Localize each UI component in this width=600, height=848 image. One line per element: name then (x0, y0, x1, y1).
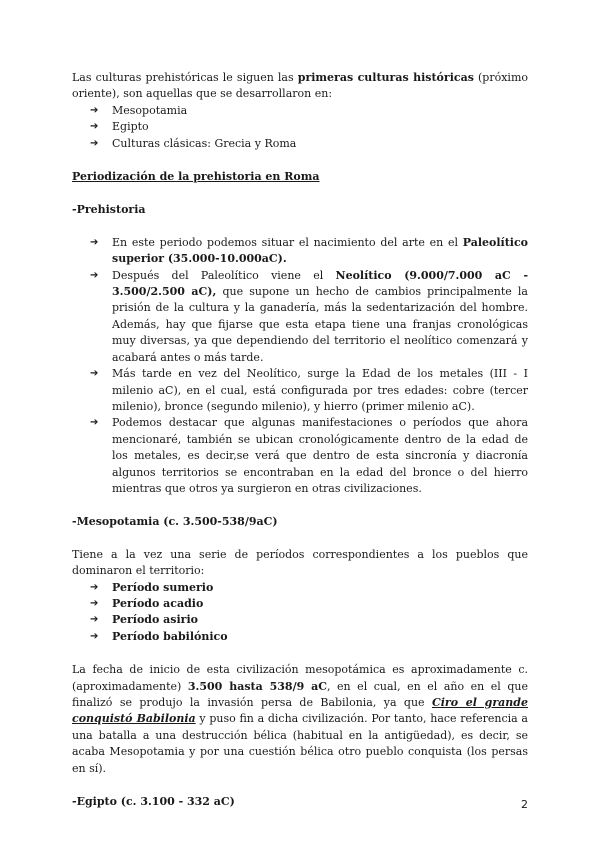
egipto-heading: -Egipto (c. 3.100 - 332 aC) (72, 795, 235, 809)
list-item: ➔ Período sumerio (72, 580, 528, 596)
list-item: ➔ En este periodo podemos situar el nacimiento del arte en el Paleolítico superior (35.000-10.000aC). (90, 235, 528, 266)
mesopotamia-paragraph: La fecha de inicio de esta civilización mesopotámica es aproximadamente c. (aproximadamente) 3.500 hasta 538/9 aC, en el cual, en el año en el que finalizó se produjo la invasión persa de Babilonia, ya que Ciro el grande conquistó Babilonia y puso fin a dicha civilización. Por tanto, hace referencia a una batalla a una destrucción bélica (habitual en la antigüedad), es decir, se acaba Mesopotamia y por una cuestión bélica otro pueblo conquista (los persas en sí). (72, 663, 528, 775)
arrow-icon: ➔ (90, 104, 99, 116)
intro-list (72, 103, 528, 152)
list-item: ➔ Período babilónico (72, 629, 528, 645)
arrow-icon: ➔ (90, 581, 99, 593)
mesopotamia-periods (72, 580, 528, 646)
list-item: ➔ Período acadio (72, 596, 528, 612)
prehistoria-list (72, 235, 528, 498)
page-number: 2 (521, 798, 528, 811)
arrow-icon: ➔ (90, 269, 99, 281)
list-item: ➔ Período asirio (72, 612, 528, 628)
list-item: ➔ Más tarde en vez del Neolítico, surge la Edad de los metales (III - I milenio aC), en el cual, está configurada por tres edades: cobre (tercer milenio), bronce (segundo milenio), y hierro (primer milenio aC). (90, 367, 528, 413)
arrow-icon: ➔ (90, 368, 99, 380)
list-item: ➔ Mesopotamia (72, 103, 528, 119)
section-title: Periodización de la prehistoria en Roma (72, 170, 320, 184)
list-item: ➔ Egipto (72, 119, 528, 135)
mesopotamia-intro: Tiene a la vez una serie de períodos correspondientes a los pueblos que dominaron el territorio: (72, 547, 528, 578)
arrow-icon: ➔ (90, 614, 99, 626)
document-body (72, 70, 528, 810)
list-item: ➔ Culturas clásicas: Grecia y Roma (72, 136, 528, 152)
arrow-icon: ➔ (90, 137, 99, 149)
list-item: ➔ Después del Paleolítico viene el Neolítico (9.000/7.000 aC - 3.500/2.500 aC), que supone un hecho de cambios principalmente la prisión de la cultura y la ganadería, más la sedentarización del hombre. Además, hay que fijarse que esta etapa tiene una franjas cronológicas muy diversas, ya que dependiendo del territorio el neolítico comenzará y acabará antes o más tarde. (90, 268, 529, 364)
prehistoria-heading: -Prehistoria (72, 203, 146, 217)
arrow-icon: ➔ (90, 121, 99, 133)
list-item: ➔ Podemos destacar que algunas manifestaciones o períodos que ahora mencionaré, también se ubican cronológicamente dentro de la edad de los metales, es decir,se verá que dentro de esta sincronía y diacronía algunos territorios se encontraban en la edad del bronce o del hierro mientras que otros ya surgieron en otras civilizaciones. (90, 416, 528, 495)
mesopotamia-heading: -Mesopotamia (c. 3.500-538/9aC) (72, 515, 278, 529)
intro-paragraph: Las culturas prehistóricas le siguen las primeras culturas históricas (próximo oriente), son aquellas que se desarrollaron en: (72, 71, 528, 101)
arrow-icon: ➔ (90, 630, 99, 642)
arrow-icon: ➔ (90, 597, 99, 609)
arrow-icon: ➔ (90, 417, 99, 429)
arrow-icon: ➔ (90, 236, 99, 248)
